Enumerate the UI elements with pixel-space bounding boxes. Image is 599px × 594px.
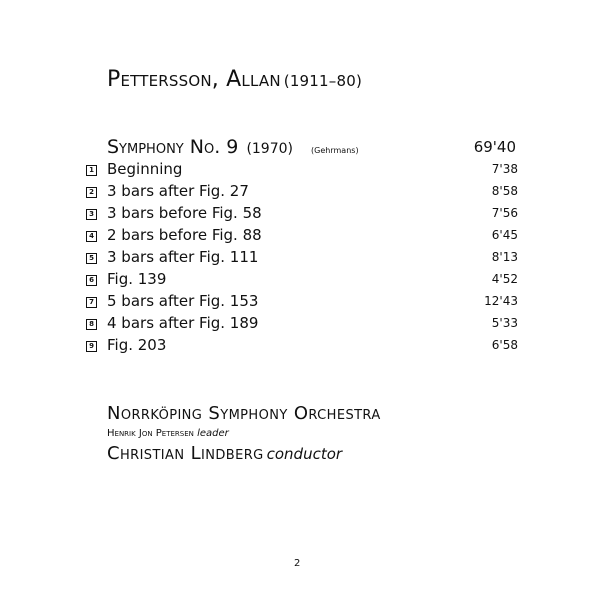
track-row — [86, 182, 518, 203]
track-time: 4'52 — [491, 272, 518, 286]
work-year: (1970) — [246, 141, 293, 157]
track-time: 7'56 — [491, 206, 518, 220]
track-number-box: 1 — [86, 165, 97, 176]
track-number-box: 3 — [86, 209, 97, 220]
track-title: Beginning — [107, 160, 183, 178]
track-number-box: 4 — [86, 231, 97, 242]
track-number-box: 9 — [86, 341, 97, 352]
track-time: 12'43 — [484, 294, 518, 308]
track-row — [86, 226, 518, 247]
conductor-name: Christian Lindberg — [107, 443, 264, 464]
track-number-box: 5 — [86, 253, 97, 264]
composer-heading — [107, 67, 362, 92]
work-total-time: 69'40 — [473, 138, 516, 156]
track-title: 2 bars before Fig. 88 — [107, 226, 262, 244]
track-row — [86, 160, 518, 181]
track-number-box: 2 — [86, 187, 97, 198]
track-number-box: 6 — [86, 275, 97, 286]
work-heading — [107, 136, 359, 158]
leader-name: Henrik Jon Petersen — [107, 428, 194, 439]
track-time: 8'13 — [491, 250, 518, 264]
track-title: 5 bars after Fig. 153 — [107, 292, 259, 310]
track-title: 3 bars after Fig. 27 — [107, 182, 249, 200]
track-row — [86, 292, 518, 313]
track-time: 7'38 — [491, 162, 518, 176]
track-title: 3 bars before Fig. 58 — [107, 204, 262, 222]
orchestra-name: Norrköping Symphony Orchestra — [107, 403, 381, 424]
track-title: 3 bars after Fig. 111 — [107, 248, 259, 266]
track-time: 6'45 — [491, 228, 518, 242]
composer-dates: (1911–80) — [283, 72, 363, 90]
page-number: 2 — [294, 558, 301, 569]
track-number-box: 8 — [86, 319, 97, 330]
track-row — [86, 248, 518, 269]
composer-name: Pettersson, Allan — [107, 67, 281, 92]
leader-role: leader — [197, 428, 229, 439]
track-row — [86, 270, 518, 291]
track-time: 5'33 — [491, 316, 518, 330]
track-number-box: 7 — [86, 297, 97, 308]
track-title: Fig. 139 — [107, 270, 167, 288]
track-row — [86, 336, 518, 357]
conductor-role: conductor — [266, 445, 343, 463]
work-edition: (Gehrmans) — [311, 146, 359, 155]
track-row — [86, 204, 518, 225]
track-title: Fig. 203 — [107, 336, 167, 354]
conductor-credit — [107, 443, 342, 464]
work-title: Symphony No. 9 — [107, 136, 239, 158]
leader-credit — [107, 428, 229, 439]
track-row — [86, 314, 518, 335]
track-title: 4 bars after Fig. 189 — [107, 314, 259, 332]
track-time: 6'58 — [491, 338, 518, 352]
track-time: 8'58 — [491, 184, 518, 198]
